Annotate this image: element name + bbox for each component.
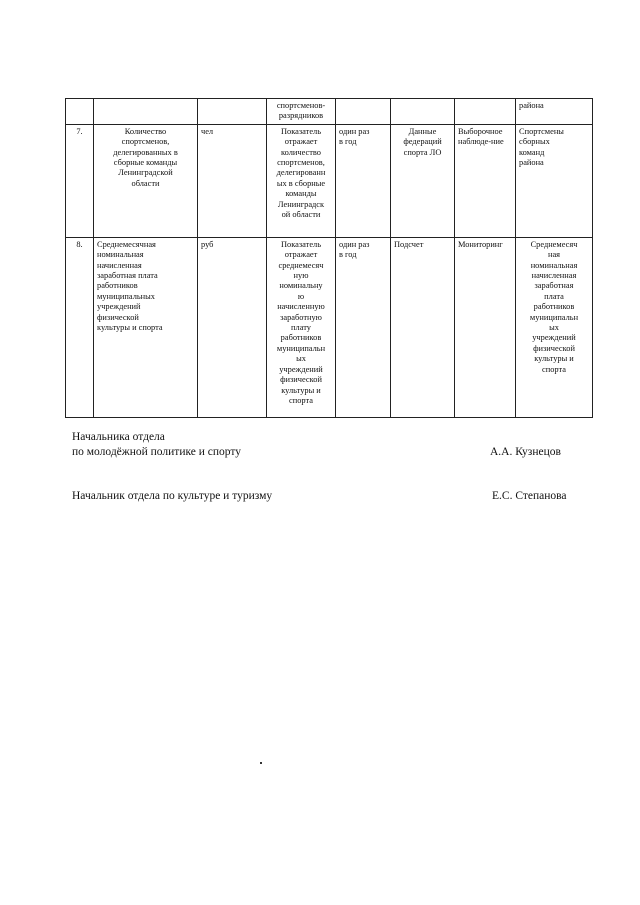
table-row — [66, 124, 593, 237]
signature-title-1-line2: по молодёжной политике и спорту — [72, 446, 242, 458]
cell-name: Количество спортсменов, делегированных в сборные команды Ленинградской области — [94, 124, 198, 237]
cell-object: Спортсмены сборных команд района — [516, 124, 593, 237]
cell-object: Среднемесяч ная номинальная начисленная заработная плата работников муниципальн ых учреждений физической культуры и спорта — [516, 237, 593, 417]
cell-unit — [198, 99, 267, 125]
signature-name-2: Е.С. Степанова — [492, 490, 567, 502]
indicators-table — [65, 98, 593, 418]
cell-num: 7. — [66, 124, 94, 237]
cell-periodicity: один раз в год — [336, 237, 391, 417]
page-dot — [260, 762, 262, 764]
table-row — [66, 237, 593, 417]
cell-name — [94, 99, 198, 125]
cell-definition: Показатель отражает количество спортсменов, делегированн ых в сборные команды Ленинградск ой области — [267, 124, 336, 237]
cell-name: Среднемесячная номинальная начисленная заработная плата работников муниципальных учреждений физической культуры и спорта — [94, 237, 198, 417]
cell-definition: спортсменов- разрядников — [267, 99, 336, 125]
cell-source — [391, 99, 455, 125]
cell-num: 8. — [66, 237, 94, 417]
cell-unit: руб — [198, 237, 267, 417]
cell-source: Подсчет — [391, 237, 455, 417]
signature-title-1 — [72, 430, 241, 460]
cell-periodicity: один раз в год — [336, 124, 391, 237]
cell-periodicity — [336, 99, 391, 125]
cell-source: Данные федераций спорта ЛО — [391, 124, 455, 237]
cell-method — [455, 99, 516, 125]
cell-num — [66, 99, 94, 125]
cell-unit: чел — [198, 124, 267, 237]
signature-title-2: Начальник отдела по культуре и туризму — [72, 490, 273, 502]
table-row — [66, 99, 593, 125]
signature-name-1: А.А. Кузнецов — [490, 446, 561, 458]
cell-method: Мониторинг — [455, 237, 516, 417]
signature-title-1-line1: Начальника отдела — [72, 431, 165, 443]
cell-method: Выборочное наблюде-ние — [455, 124, 516, 237]
cell-definition: Показатель отражает среднемесяч ную номинальну ю начисленную заработную плату работников муниципальн ых учреждений физической культуры и спорта — [267, 237, 336, 417]
cell-object: района — [516, 99, 593, 125]
